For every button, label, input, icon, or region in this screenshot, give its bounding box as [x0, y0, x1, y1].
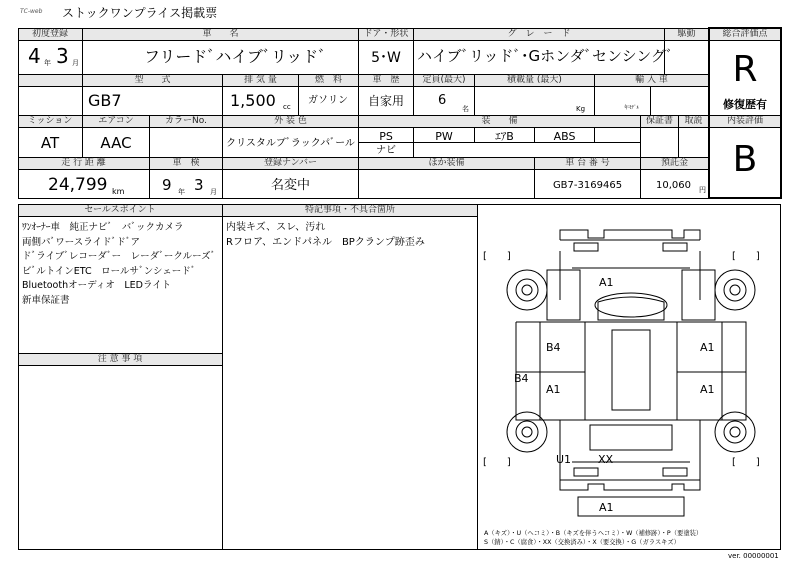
damage-label: B4: [546, 341, 561, 354]
vehicle-history: 自家用: [367, 94, 404, 108]
legend-line: A（キズ）・U（ヘコミ）・B（キズを伴うヘコミ）・W（補修跡）・P（要塗装）: [484, 530, 703, 537]
sales-line: ビﾞルトインETC ロールサﾞンシェードﾞ: [22, 265, 196, 277]
sales-line: ﾜﾝｵｰﾅｰ車 純正ナビﾞ バﾞックカメラ: [22, 222, 184, 233]
header-overall-rating: 総合評価点: [722, 29, 768, 39]
inspection-month-unit: 月: [210, 188, 217, 196]
header-equipment: 装 備: [481, 116, 518, 126]
page-title: ストックワンプライス掲載票: [62, 6, 218, 20]
deposit-unit: 円: [699, 186, 706, 194]
header-fuel: 燃 料: [314, 75, 342, 85]
reg-month: 3: [56, 44, 69, 68]
header-deposit: 預託金: [660, 158, 688, 168]
damage-label: A1: [700, 383, 715, 396]
header-door: ドア・形状: [363, 29, 409, 39]
header-inspection: 車 検: [172, 158, 200, 168]
sales-line: 両側パﾞワースライドﾞドﾞア: [22, 236, 140, 248]
sales-heading: セールスポイント: [84, 205, 156, 215]
displacement-unit: cc: [283, 103, 291, 111]
model-code: GB7: [88, 91, 122, 110]
bracket-left-bottom: [ ]: [483, 457, 511, 468]
header-mission: ミッション: [27, 116, 73, 126]
aircon-value: AAC: [100, 134, 132, 152]
fuel-type: ガソリン: [308, 95, 348, 106]
reg-month-unit: 月: [72, 59, 79, 67]
capacity-unit: 名: [462, 105, 469, 113]
header-displacement: 排 気 量: [244, 75, 277, 85]
header-other-equipment: ほか装備: [428, 158, 465, 168]
damage-label: A1: [599, 276, 614, 289]
overall-rating: R: [732, 49, 758, 90]
mileage-unit: km: [112, 187, 125, 196]
sales-line: Bluetoothオーディオ LEDライト: [22, 280, 172, 291]
header-color-no: カラーNo.: [165, 116, 207, 126]
header-exterior-color: 外 装 色: [274, 116, 307, 126]
notes-heading: 特記事項・不具合箇所: [304, 205, 395, 215]
version-label: ver. 00000001: [728, 552, 779, 560]
header-aircon: エアコン: [98, 116, 134, 126]
load-unit: Kg: [576, 105, 586, 113]
header-load: 積載量 (最大): [507, 75, 562, 85]
header-grade: グ レ ー ド: [507, 29, 571, 39]
equip-abs: ABS: [553, 130, 576, 143]
damage-label: XX: [598, 453, 614, 466]
damage-label: A1: [546, 383, 561, 396]
damage-label: U1: [556, 453, 572, 466]
plate-value: 名変中: [270, 178, 310, 193]
header-first-registration: 初度登録: [31, 29, 68, 39]
car-name: フリードﾞハイブﾞリッドﾞ: [144, 47, 327, 66]
reg-year-unit: 年: [44, 59, 51, 67]
equip-navi: ナビ: [376, 145, 396, 156]
bracket-right-top: [ ]: [732, 251, 760, 262]
header-warranty: 保証書: [645, 116, 673, 126]
notes-line: Rフロア、エンドパネル BPクランプ跡歪み: [226, 236, 425, 248]
mileage-value: 24,799: [48, 175, 108, 195]
inspection-month: 3: [194, 176, 204, 194]
header-drive: 駆動: [677, 29, 696, 39]
damage-label: A1: [700, 341, 715, 354]
exterior-color: クリスタルブﾞラックパﾞール: [226, 138, 355, 149]
header-chassis: 車 台 番 号: [565, 158, 610, 168]
header-model: 型 式: [134, 75, 171, 85]
deposit-value: 10,060: [656, 180, 691, 191]
header-mileage: 走 行 距 離: [61, 158, 106, 168]
equip-airbag: ｴｱB: [495, 130, 514, 143]
notes-line: 内装キズ、スレ、汚れ: [226, 222, 326, 233]
mission-value: AT: [40, 134, 60, 152]
sales-line: ドﾞライブﾞレコーダﾞー レーダﾞークルーズﾞ: [22, 251, 216, 262]
header-plate: 登録ナンバー: [264, 158, 317, 168]
grade-value: ハイブﾞリッドﾞ･Gホンダﾞセンシングﾞ: [417, 47, 674, 65]
header-manual: 取説: [684, 116, 703, 126]
header-interior-rating: 内装評価: [726, 116, 763, 126]
header-capacity: 定員(最大): [422, 75, 466, 85]
capacity-value: 6: [438, 93, 447, 108]
caution-heading: 注 意 事 項: [97, 354, 143, 364]
reg-year: 4: [28, 44, 41, 68]
damage-label: B4: [514, 372, 529, 385]
damage-label: A1: [599, 501, 614, 514]
header-history: 車 歴: [372, 75, 400, 85]
equip-ps: PS: [379, 130, 393, 143]
door-type: 5･W: [371, 50, 401, 66]
inspection-year-unit: 年: [178, 188, 185, 196]
displacement: 1,500: [230, 91, 276, 110]
interior-rating: B: [732, 139, 758, 180]
equip-pw: PW: [435, 130, 453, 143]
header-import: 輸 入 車: [635, 75, 668, 85]
import-model-year: 年ﾓﾃﾞﾙ: [624, 105, 640, 111]
sales-line: 新車保証書: [22, 294, 70, 306]
bracket-right-bottom: [ ]: [732, 457, 760, 468]
header-car-name: 車 名: [202, 29, 239, 39]
legend-line: S（錆）・C（腐食）・XX（交換済み）・X（要交換）・G（ガラスキズ）: [484, 539, 680, 546]
chassis-number: GB7-3169465: [552, 180, 623, 191]
inspection-year: 9: [162, 176, 172, 194]
logo: TC-web: [20, 8, 43, 15]
bracket-left-top: [ ]: [483, 251, 511, 262]
repair-history-badge: 修復歴有: [723, 98, 767, 111]
